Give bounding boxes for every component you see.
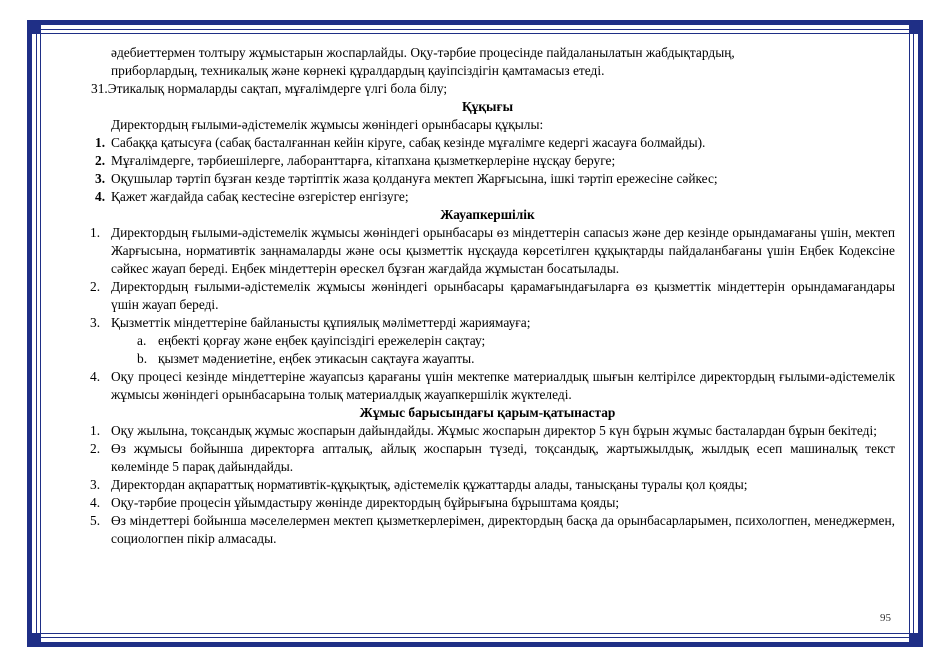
- responsibility-sublist: [137, 332, 895, 368]
- list-item: 2. Өз жұмысы бойынша директорға апталық, айлық жоспарын түзеді, тоқсандық, жартыжылдық, жылдық есеп машиналық текст көлемінде 5 парақ дайындайды.: [90, 441, 895, 474]
- list-item: 2. Директордың ғылыми-әдістемелік жұмысы жөніндегі орынбасары қарамағындағыларға өз қызметтік міндеттерін орындамағандары үшін жауап береді.: [90, 279, 895, 312]
- list-item: 5. Өз міндеттері бойынша мәселелермен мектеп қызметкерлерімен, директордың басқа да орынбасарларымен, психологпен, менеджермен, социологпен пікір алмасады.: [90, 513, 895, 546]
- list-item: 3. Оқушылар тәртіп бұзған кезде тәртіптік жаза қолдануға мектеп Жарғысына, ішкі тәртіп ережесіне сәйкес;: [95, 171, 718, 186]
- list-item: 1. Сабаққа қатысуға (сабақ басталғаннан кейін кіруге, сабақ кезінде мұғалімге кедергі жасауға болмайды).: [95, 135, 706, 150]
- paragraph-line: приборлардың, техникалық және көрнекі құралдардың қауіпсіздігін қамтамасыз етеді.: [111, 63, 605, 78]
- frame-corner-top-left: [27, 20, 41, 34]
- list-item: 4. Оқу процесі кезінде міндеттеріне жауапсыз қарағаны үшін мектепке материалдық шығын келтірілсе директордың ғылыми-әдістемелік жұмысы жөніндегі орынбасарына толық материалдық жауапкершілік жүктеледі.: [90, 369, 895, 402]
- section-heading-responsibility: Жауапкершілік: [440, 207, 535, 222]
- list-item: 1. Директордың ғылыми-әдістемелік жұмысы жөніндегі орынбасары өз міндеттерін сапасыз және дер кезінде орындамағаны үшін, мектеп Жарғысына, нормативтік заңнамаларды және осы қызметтік нұсқауда көрсетілген құқықтарды пайдаланбағаны үшін Еңбек Кодексіне сәйкес жауап береді. Еңбек міндеттерін өрескел бұзған жағдайда жұмыстан босатылады.: [90, 225, 895, 276]
- rights-list: [95, 134, 895, 206]
- list-item: 4. Қажет жағдайда сабақ кестесіне өзгерістер енгізуге;: [95, 189, 409, 204]
- page-number: 95: [880, 612, 891, 624]
- paragraph-line: әдебиеттермен толтыру жұмыстарын жоспарлайды. Оқу-тәрбие процесінде пайдаланылатын жабдықтардың,: [111, 45, 735, 60]
- frame-corner-bottom-right: [909, 633, 923, 647]
- frame-corner-bottom-left: [27, 633, 41, 647]
- list-item: 1. Оқу жылына, тоқсандық жұмыс жоспарын дайындайды. Жұмыс жоспарын директор 5 күн бұрын жұмыс басталардан бұрын бекітеді;: [90, 423, 877, 438]
- responsibility-list: [90, 224, 895, 404]
- relations-list: [90, 422, 895, 548]
- list-item: 3. Директордан ақпараттық нормативтік-құқықтық, әдістемелік құжаттарды алады, танысқаны туралы қол қояды;: [90, 477, 748, 492]
- frame-corner-top-right: [909, 20, 923, 34]
- rights-intro: Директордың ғылыми-әдістемелік жұмысы жөніндегі орынбасары құқылы:: [111, 117, 544, 132]
- sub-list-item: a. еңбекті қорғау және еңбек қауіпсіздігі ережелерін сақтау;: [137, 333, 486, 348]
- document-body: [80, 44, 895, 548]
- sub-list-item: b. қызмет мәдениетіне, еңбек этикасын сақтауға жауапты.: [137, 351, 475, 366]
- list-item: 3. Қызметтік міндеттеріне байланысты құпиялық мәліметтерді жариямауға;: [90, 315, 531, 330]
- list-item-31: 31. Этикалық нормаларды сақтап, мұғалімдерге үлгі бола білу;: [91, 81, 448, 96]
- list-item: 4. Оқу-тәрбие процесін ұйымдастыру жөнінде директордың бұйрығына бұрыштама қояды;: [90, 495, 620, 510]
- section-heading-relations: Жұмыс барысындағы қарым-қатынастар: [359, 405, 616, 420]
- list-item: 2. Мұғалімдерге, тәрбиешілерге, лаборанттарға, кітапхана қызметкерлеріне нұсқау беруге;: [95, 153, 616, 168]
- section-heading-rights: Құқығы: [461, 99, 514, 114]
